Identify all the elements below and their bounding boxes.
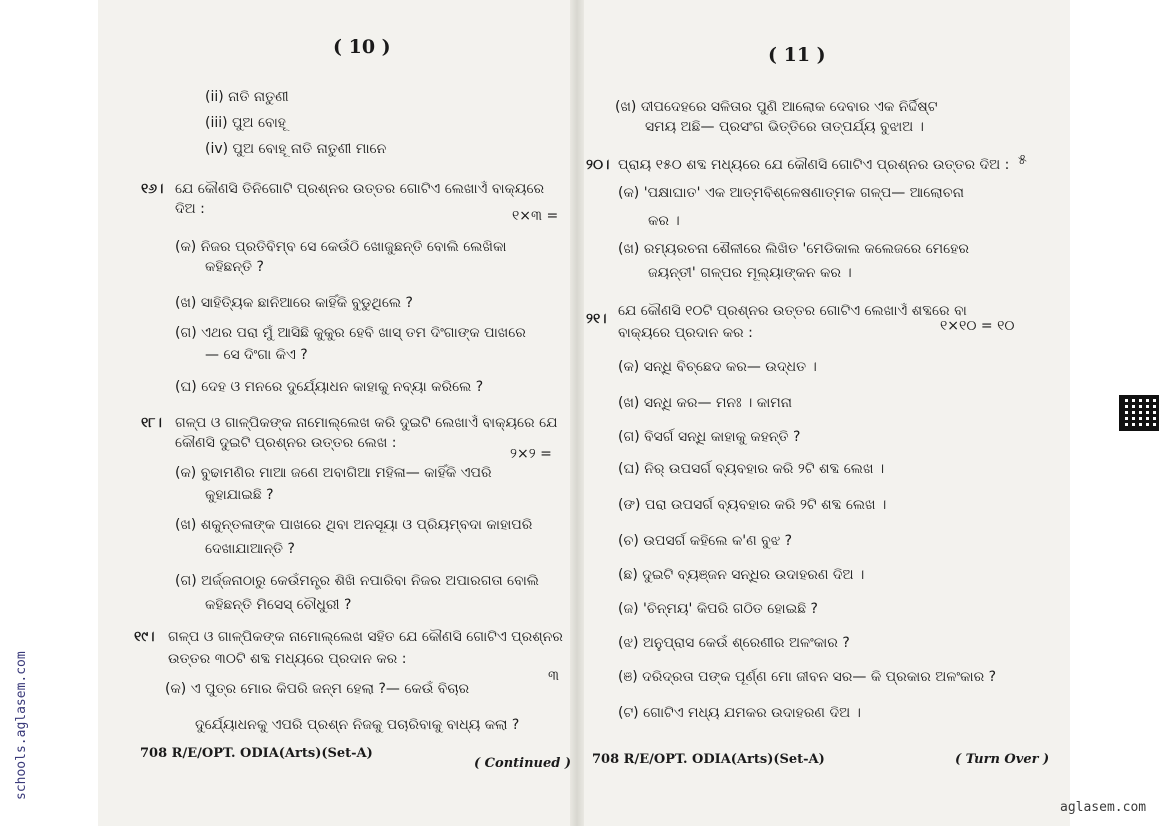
q16-option-ka-cont: କହିଛନ୍ତି ? (205, 259, 264, 275)
q21-text-line1: ଯେ କୌଣସି ୧୦ଟି ପ୍ରଶ୍ନର ଉତ୍ତର ଗୋଟିଏ ଲେଖାଏଁ ଶବ୍ଦରେ ବା (618, 303, 967, 319)
q20-option-ka: (କ) 'ପକ୍ଷାଘାତ' ଏକ ଆତ୍ମବିଶ୍ଳେଷଣାତ୍ମକ ଗଳ୍ପ— ଆଲୋଚନା (618, 185, 964, 201)
q21-option-cha: (ଚ) ଉପସର୍ଗ କହିଲେ କ'ଣ ବୁଝ ? (618, 533, 793, 549)
q16-option-ga: (ଗ) ଏଥର ପରା ମୁଁ ଆସିଛି କୁକୁର ହେବି ଖାସ୍ ତମ ଦିଂଗାଙ୍କ ପାଖରେ (175, 325, 526, 341)
q21-marks: ୧×୧୦ = ୧୦ (940, 318, 1015, 334)
q16-text-line1: ଯେ କୌଣସି ତିନିଗୋଟି ପ୍ରଶ୍ନର ଉତ୍ତର ଗୋଟିଏ ଲେଖାଏଁ ବାକ୍ୟରେ (175, 181, 545, 197)
q18-number: ୧୯। (134, 629, 155, 645)
q16-option-kha: (ଖ) ସାହିତ୍ୟିକ ଛାନିଆରେ କାହିଁକି ବୁଡୁଥିଲେ ? (175, 295, 413, 311)
q17-option-ga: (ଗ) ଅର୍ଜ୍ଜନାଠାରୁ କେଉଁମନ୍ତ୍ର ଶିଖି ନପାରିବା ନିଜର ଅପାରଗତା ବୋଲି (175, 573, 539, 589)
q21-option-ta: (ଟ) ଗୋଟିଏ ମଧ୍ୟ ଯମକର ଉଦାହରଣ ଦିଅ । (618, 705, 861, 721)
right-top-line-2: ସମୟ ଅଛି— ପ୍ରସଂଗ ଭିତ୍ତିରେ ତାତ୍ପର୍ଯ୍ୟ ବୁଝାଅ । (645, 119, 924, 135)
q16-option-ga-cont: — ସେ ଦିଂଗା କିଏ ? (205, 347, 308, 363)
left-line-2: (iii) ପୁଅ ବୋହୂ (205, 115, 286, 131)
q17-option-ka-cont: କୁହାଯାଇଛି ? (205, 487, 274, 503)
q21-option-ga: (ଗ) ବିସର୍ଗ ସନ୍ଧି କାହାକୁ କହନ୍ତି ? (618, 429, 801, 445)
q16-option-ka: (କ) ନିଜର ପ୍ରତିବିମ୍ବ ସେ କେଉଁଠି ଖୋଜୁଛନ୍ତି ବୋଲି ଲେଖିକା (175, 239, 507, 255)
q17-option-ga-cont: କହିଛନ୍ତି ମିସେସ୍ ଚୌଧୁରୀ ? (205, 597, 352, 613)
q17-option-kha: (ଖ) ଶକୁନ୍ତଳାଙ୍କ ପାଖରେ ଥିବା ଅନସୂୟା ଓ ପ୍ରିୟମ୍ବଦା କାହାପରି (175, 517, 533, 533)
q18-text-line2: ଉତ୍ତର ୩୦ଟି ଶବ୍ଦ ମଧ୍ୟରେ ପ୍ରଦାନ କର : (168, 651, 407, 667)
q21-text-line2: ବାକ୍ୟରେ ପ୍ରଦାନ କର : (618, 325, 753, 341)
q21-option-nya: (ଞ) ଦରିଦ୍ରତା ପଙ୍କ ପୂର୍ଣ୍ଣ ମୋ ଜୀବନ ସର— କି ପ୍ରକାର ଅଳଂକାର ? (618, 669, 997, 685)
brand-watermark: aglasem.com (1060, 800, 1147, 815)
q20-number: ୨୦। (586, 157, 610, 173)
q20-option-ka-cont: କର । (648, 213, 680, 229)
left-footer-code: 708 R/E/OPT. ODIA(Arts)(Set-A) (140, 746, 373, 761)
q16-option-gha: (ଘ) ଦେହ ଓ ମନରେ ଦୁର୍ଯ୍ୟୋଧନ କାହାକୁ ନବ୍ୟା କରିଲେ ? (175, 379, 484, 395)
q21-option-nga: (ଙ) ପରା ଉପସର୍ଗ ବ୍ୟବହାର କରି ୨ଟି ଶବ୍ଦ ଲେଖ । (618, 497, 887, 513)
q20-marks: ୫ (1018, 152, 1027, 168)
left-page-number: ( 10 ) (333, 36, 391, 58)
q21-number: ୨୧। (586, 311, 607, 327)
q16-text-line2: ଦିଅ : (175, 201, 205, 217)
q21-option-jha: (ଝ) ଅନୁପ୍ରାସ କେଉଁ ଶ୍ରେଣୀର ଅଳଂକାର ? (618, 635, 850, 651)
q18-option-ka: (କ) ଏ ପୁତ୍ର ମୋର କିପରି ଜନ୍ମ ହେଲା ?— କେଉଁ ବିଚାର (165, 681, 470, 697)
left-footer-continued: ( Continued ) (474, 756, 572, 771)
q17-number: ୧୮। (141, 415, 162, 431)
q17-marks: ୨×୨ = (510, 446, 552, 462)
q21-option-gha: (ଘ) ନିର୍ ଉପସର୍ଗ ବ୍ୟବହାର କରି ୨ଟି ଶବ୍ଦ ଲେଖ । (618, 461, 885, 477)
right-page-number: ( 11 ) (768, 44, 826, 66)
right-footer-code: 708 R/E/OPT. ODIA(Arts)(Set-A) (592, 752, 825, 767)
left-line-1: (ii) ନାତି ନାତୁଣୀ (205, 89, 289, 105)
q20-option-kha-cont: ଜୟନ୍ତୀ' ଗଳ୍ପର ମୂଲ୍ୟାଙ୍କନ କର । (648, 265, 852, 281)
q18-option-ka-cont: ଦୁର୍ଯ୍ୟୋଧନକୁ ଏପରି ପ୍ରଶ୍ନ ନିଜକୁ ପଚାରିବାକୁ ବାଧ୍ୟ କଲା ? (195, 717, 520, 733)
q20-option-kha: (ଖ) ରମ୍ୟରଚନା ଶୈଳୀରେ ଲିଖିତ 'ମେଡିକାଲ କଲେଜରେ ମେହେର (618, 241, 969, 257)
left-line-3: (iv) ପୁଅ ବୋହୂ ନାତି ନାତୁଣୀ ମାନେ (205, 141, 387, 157)
q21-option-chha: (ଛ) ଦୁଇଟି ବ୍ୟଞ୍ଜନ ସନ୍ଧିର ଉଦାହରଣ ଦିଅ । (618, 567, 865, 583)
right-footer-turn-over: ( Turn Over ) (955, 752, 1050, 767)
qr-code-icon (1119, 395, 1159, 431)
q18-text-line1: ଗଳ୍ପ ଓ ଗାଳ୍ପିକଙ୍କ ନାମୋଲ୍ଲେଖ ସହିତ ଯେ କୌଣସି ଗୋଟିଏ ପ୍ରଶ୍ନର (168, 629, 563, 645)
q21-option-ja: (ଜ) 'ଚିନ୍ମୟ' କିପରି ଗଠିତ ହୋଇଛି ? (618, 601, 818, 617)
q21-option-ka: (କ) ସନ୍ଧି ବିଚ୍ଛେଦ କର— ଉଦ୍ଧତ । (618, 359, 817, 375)
q17-text-line2: କୌଣସି ଦୁଇଟି ପ୍ରଶ୍ନର ଉତ୍ତର ଲେଖ : (175, 435, 397, 451)
q16-marks: ୧×୩ = (512, 208, 559, 224)
q21-option-kha: (ଖ) ସନ୍ଧି କର— ମନଃ । କାମନା (618, 395, 792, 411)
q16-number: ୧୬। (141, 181, 164, 197)
side-watermark-url: schools.aglasem.com (14, 651, 29, 800)
q18-marks: ୩ (548, 668, 560, 684)
right-top-line-1: (ଖ) ଦୀପଦେହରେ ସଳିତାର ପୁଣି ଆଲୋକ ଦେବାର ଏକ ନିର୍ଦ୍ଦିଷ୍ଟ (615, 99, 938, 115)
q17-option-ka: (କ) ବୁଢାମଣିର ମାଆ ଜଣେ ଅବାଗିଆ ମହିଳା— କାହିଁକି ଏପରି (175, 465, 492, 481)
page-gutter (570, 0, 584, 826)
q17-option-kha-cont: ଦେଖାଯାଆନ୍ତି ? (205, 541, 295, 557)
q17-text-line1: ଗଳ୍ପ ଓ ଗାଳ୍ପିକଙ୍କ ନାମୋଲ୍ଲେଖ କରି ଦୁଇଟି ଲେଖାଏଁ ବାକ୍ୟରେ ଯେ (175, 415, 558, 431)
q20-text: ପ୍ରାୟ ୧୫୦ ଶବ୍ଦ ମଧ୍ୟରେ ଯେ କୌଣସି ଗୋଟିଏ ପ୍ରଶ୍ନର ଉତ୍ତର ଦିଅ : (618, 157, 1010, 173)
